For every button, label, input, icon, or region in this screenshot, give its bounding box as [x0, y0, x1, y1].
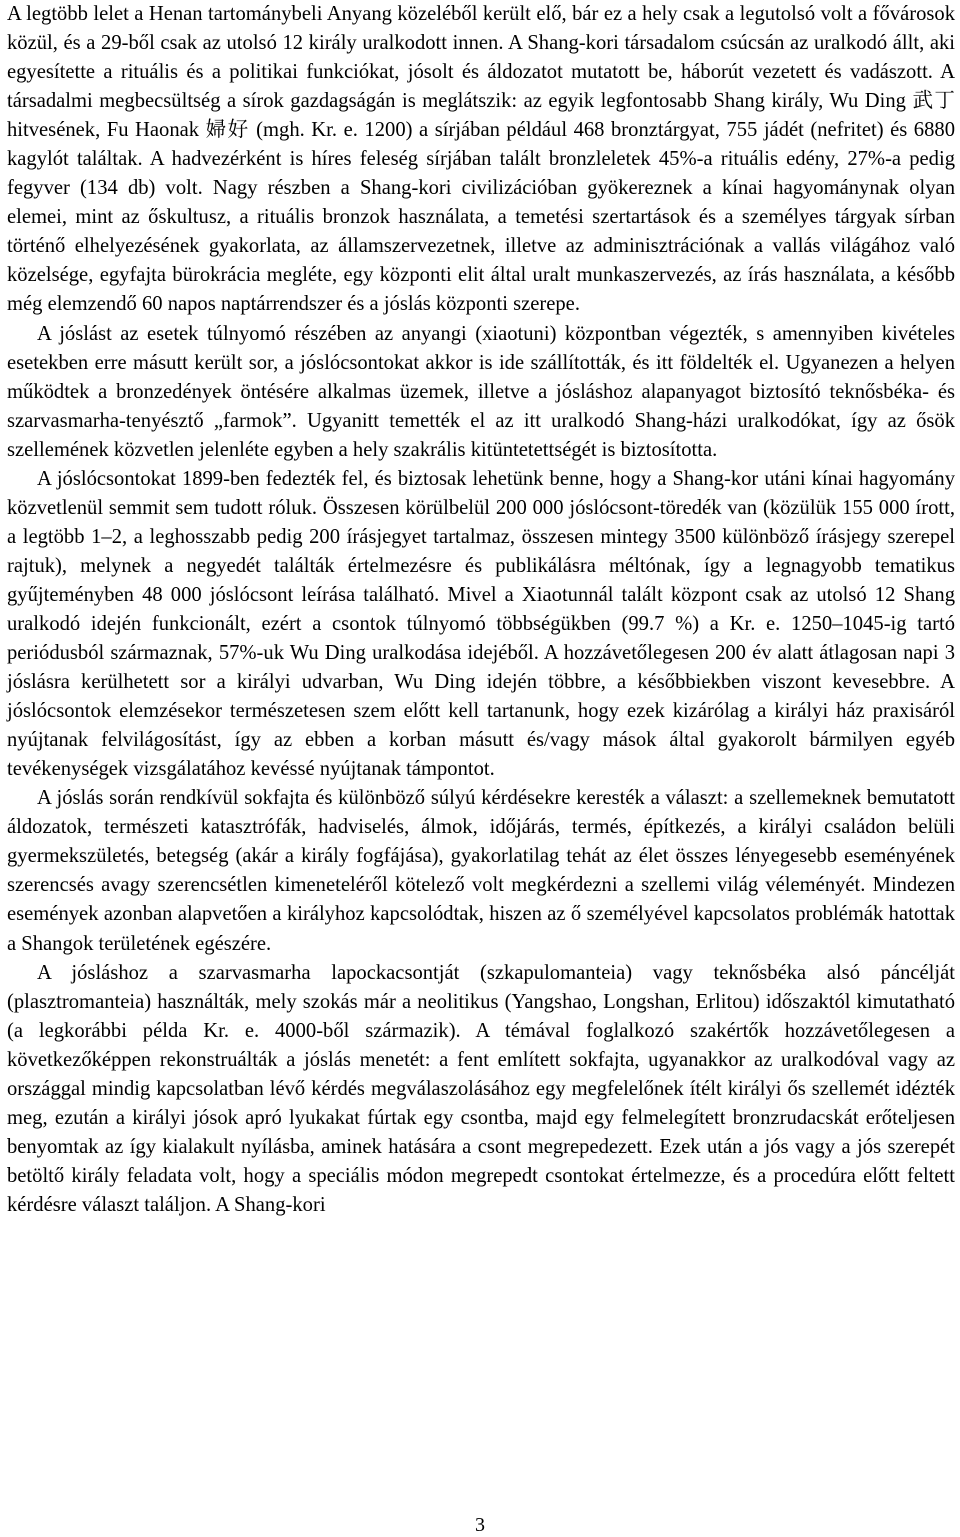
paragraph-4: A jóslás során rendkívül sokfajta és különböző súlyú kérdésekre keresték a választ: a szellemeknek bemutatott áldozatok, természeti katasztrófák, hadviselés, álmok, időjárás, termés, építkezés, a királyi családon belüli gyermekszületés, betegség (akár a király fogfájása), gyakorlatilag tehát az élet összes lényegesebb eseményének szerencsés avagy szerencsétlen kimeneteléről kötelező volt megkérdezni a szellemi világ véleményét. Mindezen események azonban alapvetően a királyhoz kapcsolódtak, hiszen az ő személyével kapcsolatos problémák hatottak a Shangok területének egészére.	[7, 787, 955, 955]
paragraph-2: A jóslást az esetek túlnyomó részében az anyangi (xiaotuni) központban végezték, s amennyiben kivételes esetekben erre másutt került sor, a jóslócsontokat akkor is ide szállították, és itt földelték el. Ugyanezen a helyen működtek a bronzedények öntésére alkalmas üzemek, illetve a jósláshoz alapanyagot biztosító teknősbéka- és szarvasmarha-tenyésztő „farmok”. Ugyanitt temették el az itt uralkodó Shang-házi uralkodókat, így az ősök szellemének közvetlen jelenléte egyben a hely szakrális kitüntetettségét is biztosította.	[7, 322, 955, 461]
paragraph-3: A jóslócsontokat 1899-ben fedezték fel, és biztosak lehetünk benne, hogy a Shang-kor utáni kínai hagyomány közvetlenül semmit sem tudott róluk. Összesen körülbelül 200 000 jóslócsont-töredék van (közülük 155 000 írott, a legtöbb 1–2, a leghosszabb pedig 200 írásjegyet tartalmaz, összesen mintegy 3500 különböző írásjegy szerepel rajtuk), melynek a negyedét találták értelmezésre és publikálásra méltónak, így a legnagyobb tematikus gyűjteményben 48 000 jóslócsont leírása található. Mivel a Xiaotunnál talált központ csak az utolsó 12 Shang uralkodó idején funkcionált, ezért a csontok túlnyomó többségükben (99.7 %) a Kr. e. 1250–1045-ig tartó periódusból származnak, 57%-uk Wu Ding uralkodása idejéből. A hozzávetőlegesen 200 év alatt átlagosan napi 3 jóslásra kerülhetett sor a királyi udvarban, Wu Ding idején többre, a későbbiekben viszont kevesebbre. A jóslócsontok elemzésekor természetesen szem előtt kell tartanunk, hogy ezek kizárólag a királyi ház praxisáról nyújtanak felvilágosítást, így az ebben a korban másutt és/vagy mások által gyakorolt bármilyen egyéb tevékenységek vizsgálatához kevéssé nyújtanak támpontot.	[7, 467, 955, 781]
document-page	[7, 0, 955, 1220]
paragraph-5: A jósláshoz a szarvasmarha lapockacsontját (szkapulomanteia) vagy teknősbéka alsó páncélját (plasztromanteia) használták, mely szokás már a neolitikus (Yangshao, Longshan, Erlitou) időszaktól kimutatható (a legkorábbi példa Kr. e. 4000-ből származik). A témával foglalkozó szakértők hozzávetőlegesen a következőképpen rekonstruálták a jóslás menetét: a fent említett sokfajta, ugyanakkor az uralkodóval vagy az országgal mindig kapcsolatban lévő kérdés megválaszolásához egy megfelelőnek ítélt királyi ős szellemét idézték meg, ezután a királyi jósok apró lyukakat fúrtak egy csontba, majd egy felmelegített bronzrudacskát erőteljesen benyomtak az így kialakult nyílásba, aminek hatására a csont megrepedezett. Ezek után a jós vagy a jós szerepét betöltő király feladata volt, hogy a speciális módon megrepedt csontokat értelmezze, és a procedúra előtt feltett kérdésre választ találjon. A Shang-kori	[7, 961, 955, 1216]
paragraph-1: A legtöbb lelet a Henan tartománybeli Anyang közeléből került elő, bár ez a hely csak a legutolsó volt a fővárosok közül, és a 29-ből csak az utolsó 12 király uralkodott innen. A Shang-kori társadalom csúcsán az uralkodó állt, aki egyesítette a rituális és a politikai funkciókat, jósolt és áldozatot mutatott be, háborút vezetett és vadászott. A társadalmi megbecsültség a sírok gazdagságán is meglátszik: az egyik legfontosabb Shang király, Wu Ding 武丁 hitvesének, Fu Haonak 婦好 (mgh. Kr. e. 1200) a sírjában például 468 bronztárgyat, 755 jádét (nefritet) és 6880 kagylót találtak. A hadvezérként is híres feleség sírjában talált bronzleletek 45%-a rituális edény, 27%-a pedig fegyver (134 db) volt. Nagy részben a Shang-kori civilizációban gyökereznek a kínai hagyománynak olyan elemei, mint az őskultusz, a rituális bronzok használata, a temetési szertartások és a személyes tárgyak sírban történő elhelyezésének gyakorlata, az államszervezetnek, illetve az adminisztrációnak a vallás világához való közelsége, egyfajta bürokrácia megléte, egy központi elit által uralt munkaszervezés, az írás használata, a később még elemzendő 60 napos naptárrendszer és a jóslás központi szerepe.	[7, 3, 955, 316]
page-number: 3	[475, 1514, 485, 1536]
